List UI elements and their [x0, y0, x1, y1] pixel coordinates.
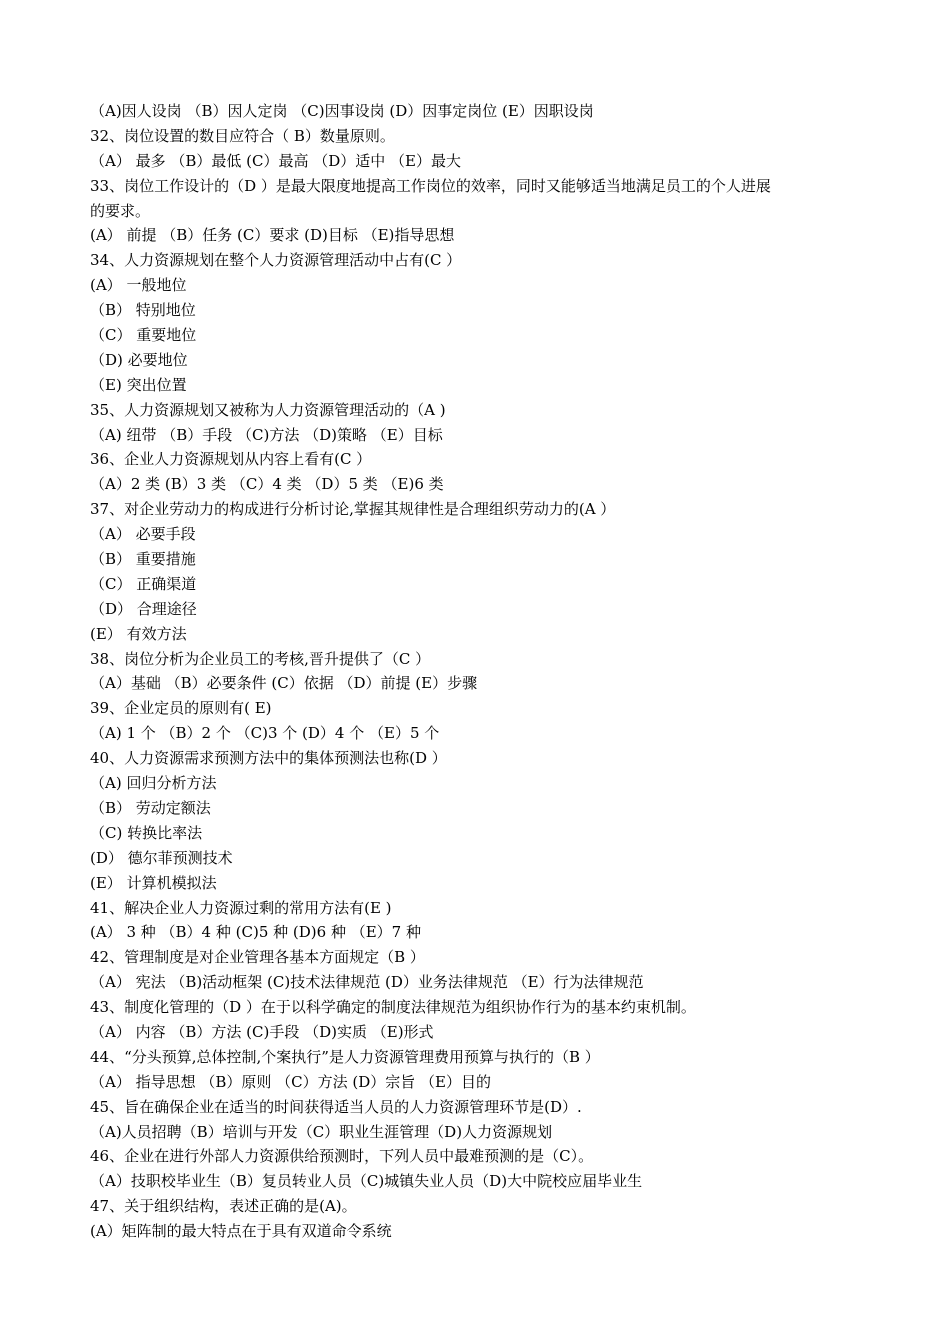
text-line: 35、人力资源规划又被称为人力资源管理活动的（A ) [90, 400, 446, 419]
text-line: （A） 最多 （B）最低 (C）最高 （D）适中 （E）最大 [90, 151, 462, 170]
text-line: (D） 德尔菲预测技术 [90, 848, 233, 867]
text-line: 的要求。 [90, 201, 151, 220]
text-line: 44、“分头预算,总体控制,个案执行”是人力资源管理费用预算与执行的（B ） [90, 1047, 600, 1066]
text-line: （A） 宪法 （B)活动框架 (C)技术法律规范 (D）业务法律规范 （E）行为法律规范 [90, 973, 644, 992]
text-line: （A)因人设岗 （B）因人定岗 （C)因事设岗 (D）因事定岗位 (E）因职设岗 [90, 102, 594, 120]
text-line: (E） 有效方法 [90, 624, 187, 643]
text-line: （A) 回归分析方法 [90, 774, 217, 793]
text-line: (A） 前提 （B）任务 (C）要求 (D)目标 （E)指导思想 [90, 226, 455, 245]
text-line: （A）2 类 (B）3 类 （C）4 类 （D）5 类 （E)6 类 [90, 475, 444, 494]
text-line: 36、企业人力资源规划从内容上看有(C ） [90, 450, 372, 469]
text-line: 41、解决企业人力资源过剩的常用方法有(E ) [90, 898, 392, 917]
text-line: （A) 纽带 （B）手段 （C)方法 （D)策略 （E）目标 [90, 425, 443, 444]
text-line: （A）技职校毕业生（B）复员转业人员（C)城镇失业人员（D)大中院校应届毕业生 [90, 1172, 643, 1191]
text-line: (A） 3 种 （B）4 种 (C)5 种 (D)6 种 （E）7 种 [90, 923, 421, 942]
text-line: （E) 突出位置 [90, 375, 187, 394]
text-line: 45、旨在确保企业在适当的时间获得适当人员的人力资源管理环节是(D）. [90, 1097, 582, 1116]
text-line: 39、企业定员的原则有( E) [90, 699, 272, 718]
text-line: 34、人力资源规划在整个人力资源管理活动中占有(C ） [90, 251, 462, 270]
text-line: （A） 内容 （B）方法 (C)手段 （D)实质 （E)形式 [90, 1022, 434, 1041]
document-body [90, 99, 865, 1244]
text-line: （B） 特别地位 [90, 301, 196, 320]
text-line: （B） 重要措施 [90, 550, 196, 569]
text-line: （B） 劳动定额法 [90, 798, 211, 817]
text-line: 33、岗位工作设计的（D ）是最大限度地提高工作岗位的效率，同时又能够适当地满足员工的个人进展 [90, 176, 771, 195]
text-line: （C) 转换比率法 [90, 823, 203, 842]
text-line: (E） 计算机模拟法 [90, 873, 217, 892]
text-line: （C） 正确渠道 [90, 574, 197, 593]
text-line: 46、企业在进行外部人力资源供给预测时，下列人员中最难预测的是（C）。 [90, 1147, 594, 1166]
text-line: （D) 必要地位 [90, 350, 188, 369]
text-line: 42、管理制度是对企业管理各基本方面规定（B ） [90, 948, 425, 967]
text-line: 38、岗位分析为企业员工的考核,晋升提供了（C ） [90, 649, 431, 668]
text-line: （A） 指导思想 （B）原则 （C）方法 (D）宗旨 （E）目的 [90, 1072, 492, 1091]
text-line: 40、人力资源需求预测方法中的集体预测法也称(D ） [90, 749, 447, 768]
text-line: （A)人员招聘（B）培训与开发（C）职业生涯管理（D)人力资源规划 [90, 1122, 553, 1141]
text-line: （C） 重要地位 [90, 326, 197, 345]
text-line: (A） 一般地位 [90, 276, 187, 295]
text-line: （A) 1 个 （B）2 个 （C)3 个 (D）4 个 （E）5 个 [90, 724, 440, 743]
text-line: 43、制度化管理的（D ）在于以科学确定的制度法律规范为组织协作行为的基本约束机制。 [90, 998, 696, 1017]
text-line: （D） 合理途径 [90, 599, 197, 618]
text-line: (A）矩阵制的最大特点在于具有双道命令系统 [90, 1222, 392, 1241]
text-line: （A） 必要手段 [90, 525, 196, 544]
text-line: 37、对企业劳动力的构成进行分析讨论,掌握其规律性是合理组织劳动力的(A ） [90, 500, 616, 519]
text-line: 47、关于组织结构，表述正确的是(A)。 [90, 1197, 357, 1216]
text-line: 32、岗位设置的数目应符合（ B）数量原则。 [90, 126, 395, 145]
text-line: （A）基础 （B）必要条件 (C）依据 （D）前提 (E）步骤 [90, 674, 478, 693]
